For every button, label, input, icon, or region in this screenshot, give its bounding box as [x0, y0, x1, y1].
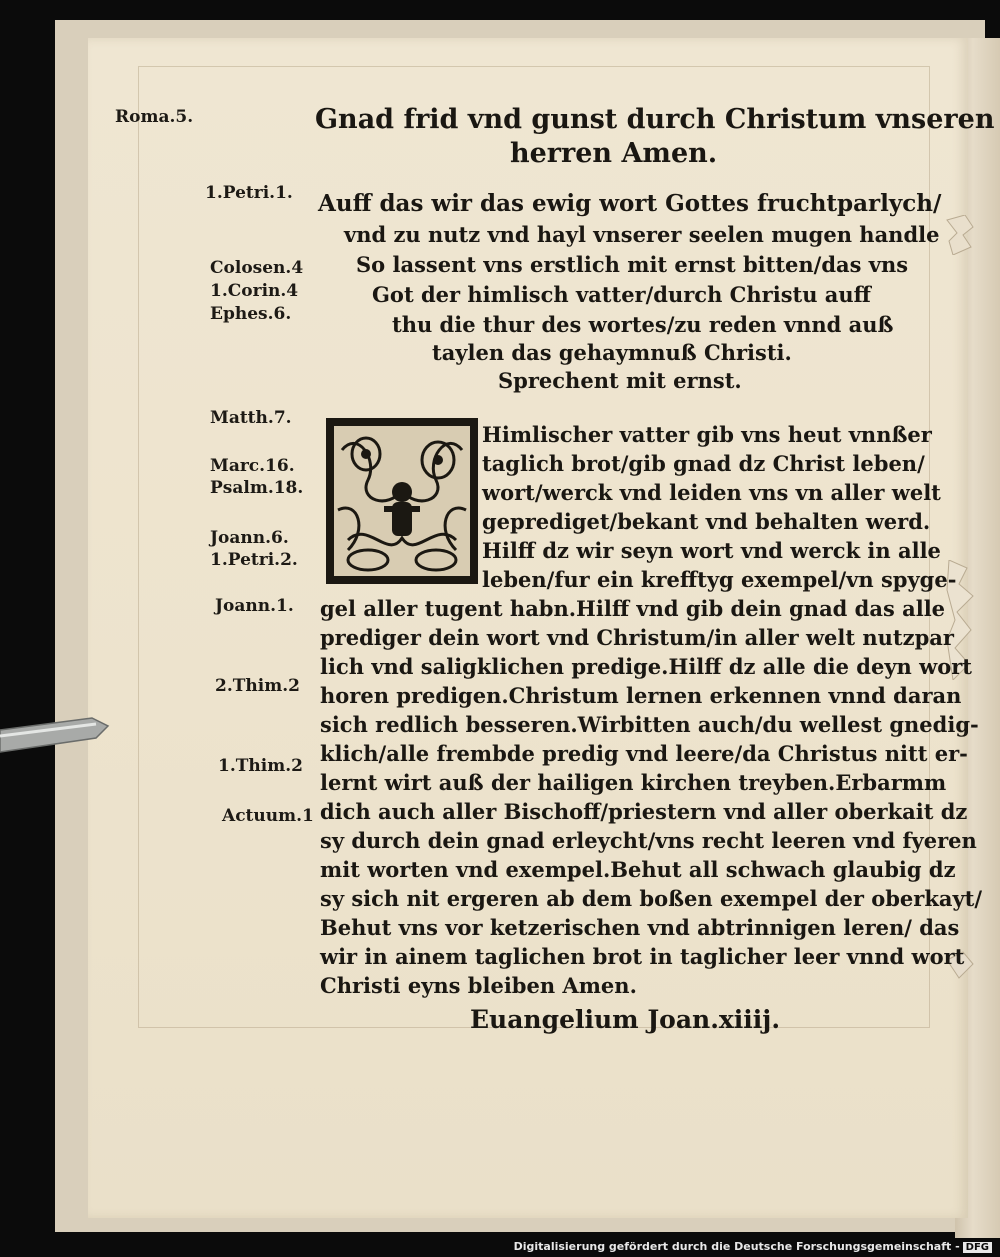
text-line: Auff das wir das ewig wort Gottes fruchtparlych/	[318, 190, 942, 217]
dfg-badge: DFG	[963, 1242, 992, 1253]
text-line: geprediget/bekant vnd behalten werd.	[482, 509, 931, 534]
text-line: leben/fur ein krefftyg exempel/vn spyge-	[482, 567, 957, 592]
margin-note: Joann.6.	[210, 528, 289, 548]
margin-note: 1.Petri.2.	[210, 550, 298, 570]
text-line: Euangelium Joan.xiiij.	[470, 1005, 781, 1034]
margin-note: Joann.1.	[215, 596, 294, 616]
margin-note: 1.Petri.1.	[205, 183, 293, 203]
text-line: taglich brot/gib gnad dz Christ leben/	[482, 451, 925, 476]
pen-tip-icon	[0, 712, 110, 762]
text-line: prediger dein wort vnd Christum/in aller welt nutzpar	[320, 625, 954, 650]
text-line: horen predigen.Christum lernen erkennen vnnd daran	[320, 683, 962, 708]
footer-text: Digitalisierung gefördert durch die Deutsche Forschungsgemeinschaft -	[513, 1240, 960, 1253]
text-line: wir in ainem taglichen brot in taglicher leer vnnd wort	[320, 944, 965, 969]
text-line: thu die thur des wortes/zu reden vnnd auß	[392, 312, 894, 337]
text-line: vnd zu nutz vnd hayl vnserer seelen mugen handle	[344, 222, 940, 247]
margin-note: Roma.5.	[115, 107, 194, 127]
digitization-footer	[514, 1240, 992, 1253]
text-line: lernt wirt auß der hailigen kirchen treyben.Erbarmm	[320, 770, 947, 795]
torn-paper-strip	[945, 215, 975, 255]
text-line: lich vnd saligklichen predige.Hilff dz alle die deyn wort	[320, 654, 972, 679]
text-line: dich auch aller Bischoff/priestern vnd aller oberkait dz	[320, 799, 968, 824]
woodcut-initial-h	[326, 418, 478, 584]
margin-note: Marc.16.	[210, 456, 295, 476]
text-line: wort/werck vnd leiden vns vn aller welt	[482, 480, 941, 505]
text-line: So lassent vns erstlich mit ernst bitten/das vns	[356, 252, 909, 277]
text-line: sich redlich besseren.Wirbitten auch/du wellest gnedig-	[320, 712, 979, 737]
heading-line: Gnad frid vnd gunst durch Christum vnseren	[315, 104, 995, 135]
text-line: Himlischer vatter gib vns heut vnnßer	[482, 422, 932, 447]
text-line: gel aller tugent habn.Hilff vnd gib dein gnad das alle	[320, 596, 946, 621]
margin-note: 1.Corin.4	[210, 281, 299, 301]
text-line: Hilff dz wir seyn wort vnd werck in alle	[482, 538, 941, 563]
text-line: taylen das gehaymnuß Christi.	[432, 340, 792, 365]
text-line: klich/alle frembde predig vnd leere/da Christus nitt er-	[320, 741, 968, 766]
text-line: Christi eyns bleiben Amen.	[320, 973, 637, 998]
margin-note: Ephes.6.	[210, 304, 292, 324]
text-line: sy sich nit ergeren ab dem boßen exempel der oberkayt/	[320, 886, 983, 911]
margin-note: Psalm.18.	[210, 478, 304, 498]
text-line: sy durch dein gnad erleycht/vns recht leeren vnd fyeren	[320, 828, 977, 853]
margin-note: 2.Thim.2	[215, 676, 300, 696]
text-line: Got der himlisch vatter/durch Christu auff	[372, 282, 871, 307]
margin-note: Colosen.4	[210, 258, 304, 278]
text-line: Sprechent mit ernst.	[498, 368, 742, 393]
heading-line: herren Amen.	[510, 138, 718, 169]
margin-note: Actuum.1	[222, 806, 314, 826]
woodcut-ornament-icon	[328, 420, 476, 582]
margin-note: 1.Thim.2	[218, 756, 303, 776]
text-line: mit worten vnd exempel.Behut all schwach glaubig dz	[320, 857, 956, 882]
text-line: Behut vns vor ketzerischen vnd abtrinnigen leren/ das	[320, 915, 960, 940]
margin-note: Matth.7.	[210, 408, 292, 428]
